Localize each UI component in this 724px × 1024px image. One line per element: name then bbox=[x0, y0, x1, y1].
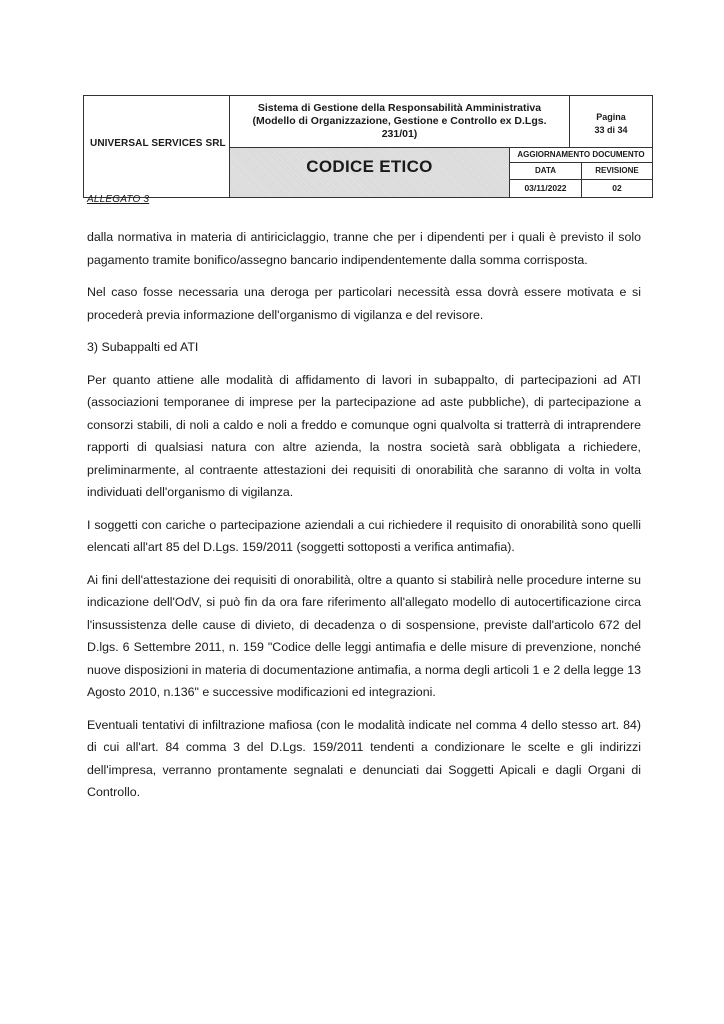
date-label: DATA bbox=[510, 163, 582, 180]
body-paragraph: Per quanto attiene alle modalità di affidamento di lavori in subappalto, di partecipazioni ad ATI (associazioni temporanee di imprese per la partecipazione ad aste pubbliche), di partecipazione a consorzi stabili, di noli a caldo e noli a freddo e comunque ogni qualvolta si tratterrà di intraprendere rapporti di qualsiasi natura con altre azienda, la nostra società sarà obbligata a richiedere, preliminarmente, al contraente attestazioni dei requisiti di onorabilità che saranno di volta in volta individuati dell'organismo di vigilanza. bbox=[87, 372, 641, 499]
page-label: Pagina bbox=[596, 112, 626, 122]
company-name: UNIVERSAL SERVICES SRL bbox=[90, 138, 226, 149]
body-paragraph: Ai fini dell'attestazione dei requisiti di onorabilità, oltre a quanto si stabilirà nelle procedure interne su indicazione dell'OdV, si può fin da ora fare riferimento all'allegato modello di autocertificazione circa l'insussistenza delle cause di divieto, di decadenza o di sospensione, previste dall'articolo 672 del D.lgs. 6 Settembre 2011, n. 159 "Codice delle leggi antimafia e delle misure di prevenzione, nonché nuove disposizioni in materia di documentazione antimafia, a norma degli articoli 1 e 2 della legge 13 Agosto 2010, n.136" e successive modificazioni ed integrazioni. bbox=[87, 572, 641, 699]
section-heading: 3) Subappalti ed ATI bbox=[87, 340, 199, 354]
document-update-label: AGGIORNAMENTO DOCUMENTO bbox=[510, 148, 652, 163]
attachment-label: ALLEGATO 3 bbox=[87, 194, 150, 205]
body-paragraph: I soggetti con cariche o partecipazione aziendali a cui richiedere il requisito di onorabilità sono quelli elencati all'art 85 del D.Lgs. 159/2011 (soggetti sottoposti a verifica antimafia). bbox=[87, 517, 641, 554]
document-title-cell bbox=[230, 148, 510, 197]
system-title-line-1: Sistema di Gestione della Responsabilità Amministrativa bbox=[257, 102, 542, 114]
document-body bbox=[87, 226, 641, 814]
date-value: 03/11/2022 bbox=[510, 180, 582, 197]
body-paragraph: Eventuali tentativi di infiltrazione mafiosa (con le modalità indicate nel comma 4 dello stesso art. 84) di cui all'art. 84 comma 3 del D.Lgs. 159/2011 tendenti a condizionare le scelte e gli indirizzi dell'impresa, verranno prontamente segnalati e denunciati dai Soggetti Apicali e dagli Organi di Controllo. bbox=[87, 717, 641, 799]
system-title-line-3: 231/01) bbox=[381, 128, 418, 140]
body-paragraph: Nel caso fosse necessaria una deroga per particolari necessità essa dovrà essere motivata e si procederà previa informazione dell'organismo di vigilanza e del revisore. bbox=[87, 285, 641, 322]
page-number: 33 di 34 bbox=[594, 125, 628, 135]
document-title: CODICE ETICO bbox=[306, 157, 433, 176]
document-header bbox=[83, 95, 653, 198]
revision-value: 02 bbox=[612, 183, 622, 193]
management-system-cell bbox=[230, 96, 570, 148]
revision-label: REVISIONE bbox=[582, 163, 652, 180]
body-paragraph: dalla normativa in materia di antiriciclaggio, tranne che per i dipendenti per i quali è previsto il solo pagamento tramite bonifico/assegno bancario indipendentemente dalla somma corrisposta. bbox=[87, 230, 641, 267]
company-cell bbox=[84, 96, 230, 197]
system-title-line-2: (Modello di Organizzazione, Gestione e Controllo ex D.Lgs. bbox=[252, 115, 547, 127]
page-cell bbox=[570, 96, 652, 148]
